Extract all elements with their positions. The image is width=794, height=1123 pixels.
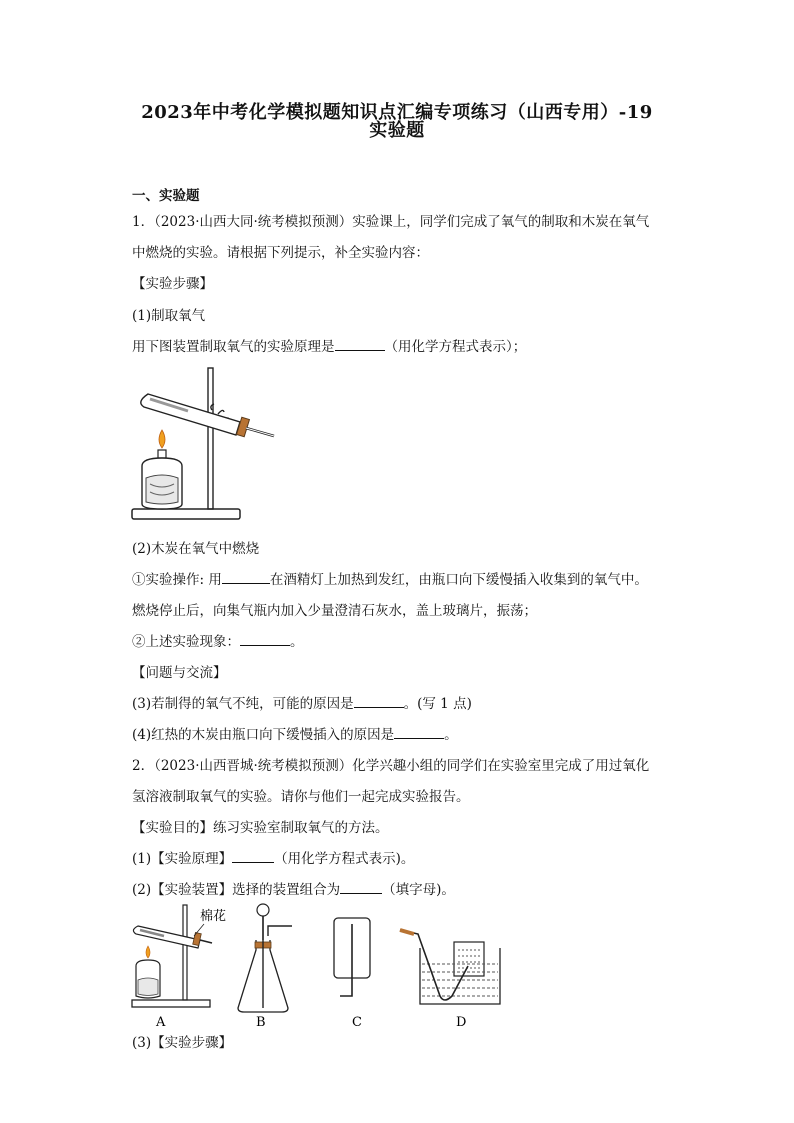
q1-question3: (3)若制得的氧气不纯，可能的原因是 。(写 1 点) [132,696,472,712]
answer-blank[interactable] [240,633,290,646]
answer-blank[interactable] [394,726,444,739]
q2-aim: 【实验目的】练习实验室制取氧气的方法。 [132,820,389,836]
oxygen-heating-apparatus-figure [128,366,278,524]
q1-step2-operation: ①实验操作: 用 在酒精灯上加热到发红，由瓶口向下缓慢插入收集到的氧气中。 [132,572,648,588]
answer-blank[interactable] [232,850,274,863]
q2-principle: (1)【实验原理】 （用化学方程式表示)。 [132,851,415,867]
q1-steps-heading: 【实验步骤】 [132,276,213,292]
q1-stem-line1: 1．（2023·山西大同·统考模拟预测）实验课上，同学们完成了氧气的制取和木炭在氧气 [132,214,650,230]
q1-step1-question: 用下图装置制取氧气的实验原理是 （用化学方程式表示）； [132,339,527,355]
answer-blank[interactable] [222,571,270,584]
label-a: A [156,1015,166,1030]
section-heading: 一、实验题 [132,188,200,204]
doc-title-line1: 2023年中考化学模拟题知识点汇编专项练习（山西专用）-19 [141,102,653,123]
label-d: D [456,1015,467,1030]
label-b: B [256,1015,266,1030]
apparatus-c [334,918,370,996]
q1-qa-heading: 【问题与交流】 [132,665,227,681]
q1-question4: (4)红热的木炭由瓶口向下缓慢插入的原因是 。 [132,727,458,743]
apparatus-d [400,930,500,1004]
apparatus-b [238,904,292,1012]
doc-title-line2: 实验题 [369,120,425,141]
q1-step2-phenomenon: ②上述实验现象： 。 [132,634,304,650]
q1-stem-line2: 中燃烧的实验。请根据下列提示，补全实验内容： [132,245,429,261]
q2-stem-line2: 氢溶液制取氧气的实验。请你与他们一起完成实验报告。 [132,789,470,805]
answer-blank[interactable] [335,338,385,351]
q2-apparatus: (2)【实验装置】选择的装置组合为 （填字母)。 [132,882,455,898]
answer-blank[interactable] [340,881,382,894]
q2-stem-line1: 2．（2023·山西晋城·统考模拟预测）化学兴趣小组的同学们在实验室里完成了用过氧化 [132,758,650,774]
q1-step1-title: (1)制取氧气 [132,308,206,324]
answer-blank[interactable] [354,695,404,708]
label-c: C [352,1015,362,1030]
q1-step2-title: (2)木炭在氧气中燃烧 [132,541,260,557]
q1-step2-operation-cont: 燃烧停止后，向集气瓶内加入少量澄清石灰水，盖上玻璃片，振荡； [132,603,537,619]
cotton-label: 棉花 [200,909,227,924]
q2-steps: (3)【实验步骤】 [132,1035,233,1051]
apparatus-set-figure [128,900,518,1035]
